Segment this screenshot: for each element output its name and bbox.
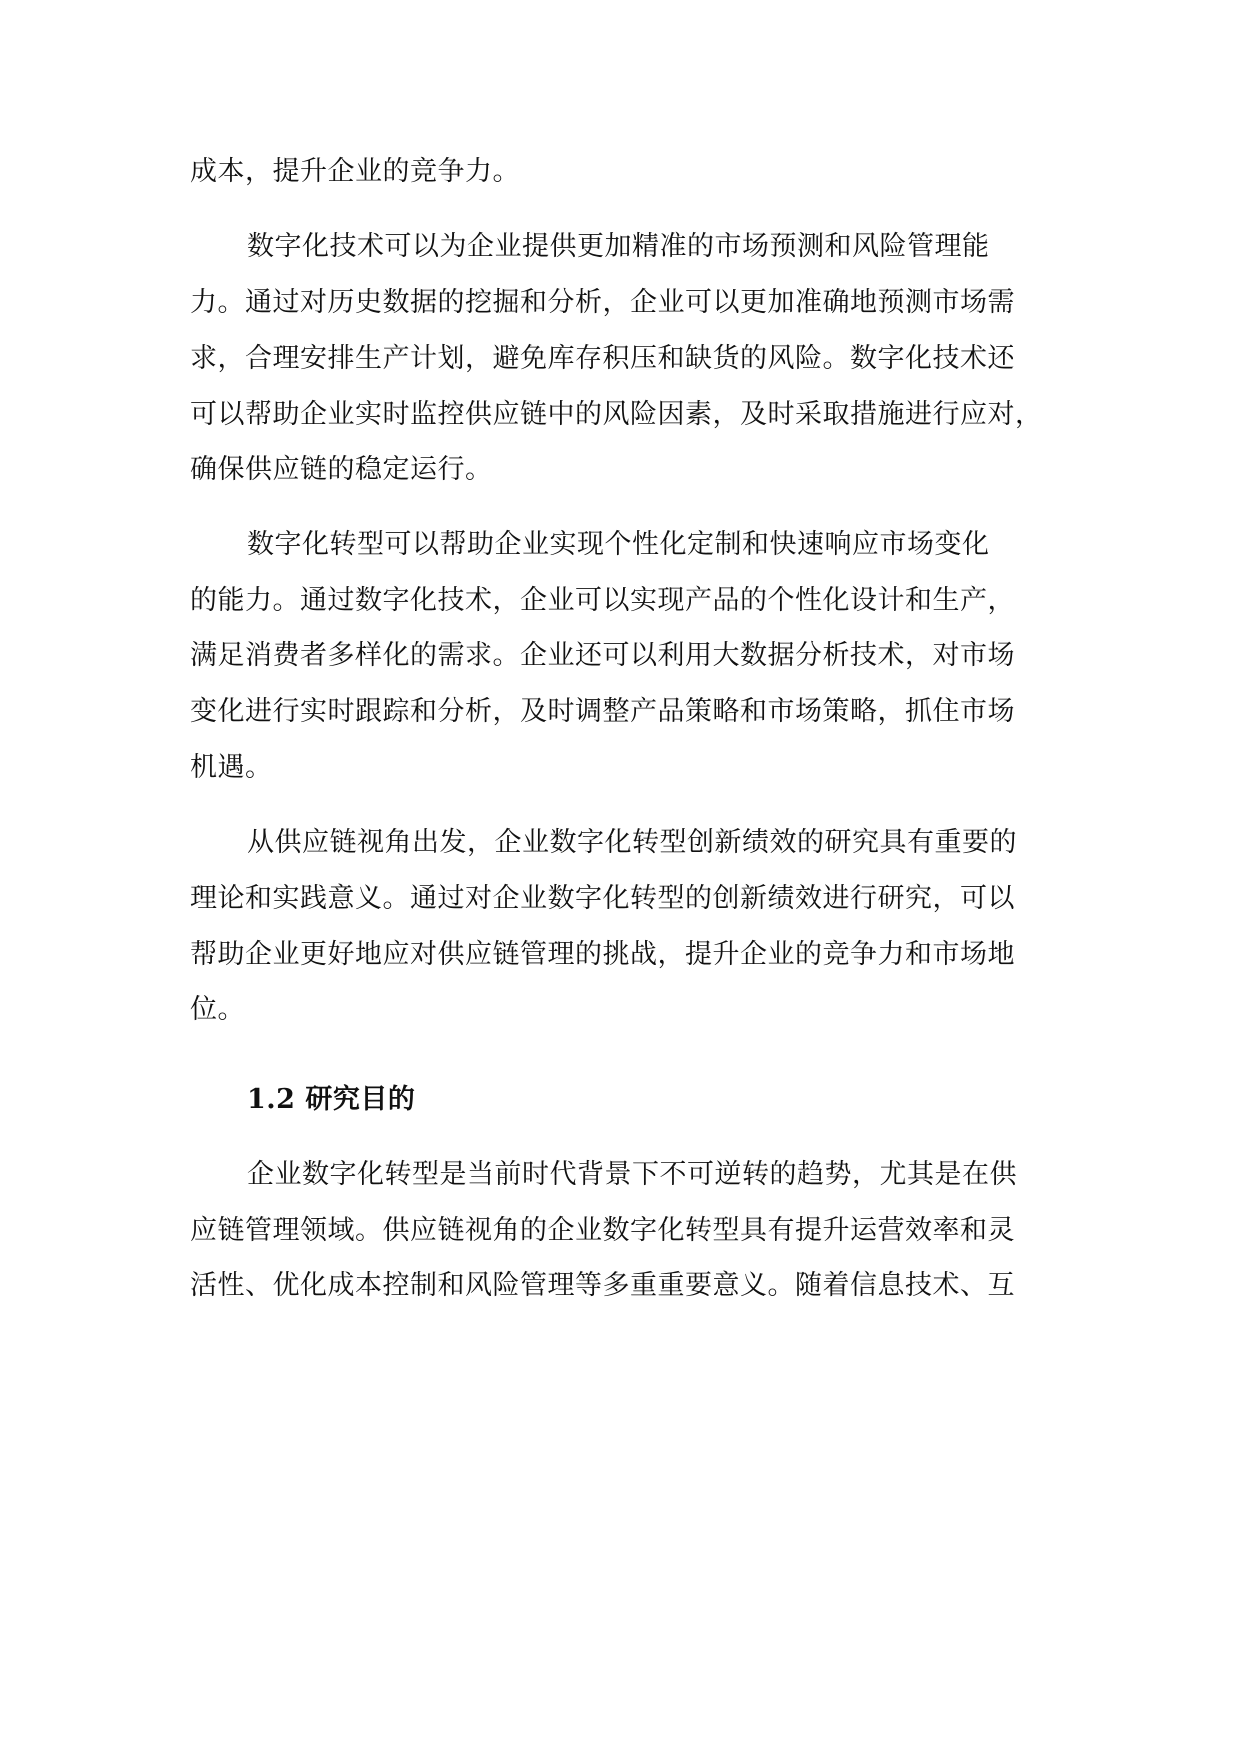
text-line: 的能力。通过数字化技术，企业可以实现产品的个性化设计和生产， bbox=[190, 585, 1015, 616]
text-line: 帮助企业更好地应对供应链管理的挑战，提升企业的竞争力和市场地 bbox=[190, 939, 1015, 970]
text-line: 成本，提升企业的竞争力。 bbox=[190, 156, 520, 187]
text-line: 变化进行实时跟踪和分析，及时调整产品策略和市场策略，抓住市场 bbox=[190, 696, 1015, 727]
text-line: 求，合理安排生产计划，避免库存积压和缺货的风险。数字化技术还 bbox=[190, 343, 1015, 374]
text-line: 应链管理领域。供应链视角的企业数字化转型具有提升运营效率和灵 bbox=[190, 1215, 1015, 1246]
text-line: 力。通过对历史数据的挖掘和分析，企业可以更加准确地预测市场需 bbox=[190, 287, 1015, 318]
paragraph-first-line: 数字化技术可以为企业提供更加精准的市场预测和风险管理能 bbox=[247, 231, 990, 262]
paragraph-first-line: 数字化转型可以帮助企业实现个性化定制和快速响应市场变化 bbox=[247, 529, 990, 560]
text-line: 可以帮助企业实时监控供应链中的风险因素，及时采取措施进行应对， bbox=[190, 399, 1043, 430]
text-line: 位。 bbox=[190, 994, 245, 1025]
section-heading: 1.2 研究目的 bbox=[247, 1084, 416, 1115]
paragraph-first-line: 企业数字化转型是当前时代背景下不可逆转的趋势，尤其是在供 bbox=[247, 1159, 1017, 1190]
text-line: 理论和实践意义。通过对企业数字化转型的创新绩效进行研究，可以 bbox=[190, 883, 1015, 914]
paragraph-first-line: 从供应链视角出发，企业数字化转型创新绩效的研究具有重要的 bbox=[247, 827, 1017, 858]
text-line: 机遇。 bbox=[190, 752, 273, 783]
text-line: 满足消费者多样化的需求。企业还可以利用大数据分析技术，对市场 bbox=[190, 640, 1015, 671]
text-line: 确保供应链的稳定运行。 bbox=[190, 454, 493, 485]
text-line: 活性、优化成本控制和风险管理等多重重要意义。随着信息技术、互 bbox=[190, 1270, 1015, 1301]
